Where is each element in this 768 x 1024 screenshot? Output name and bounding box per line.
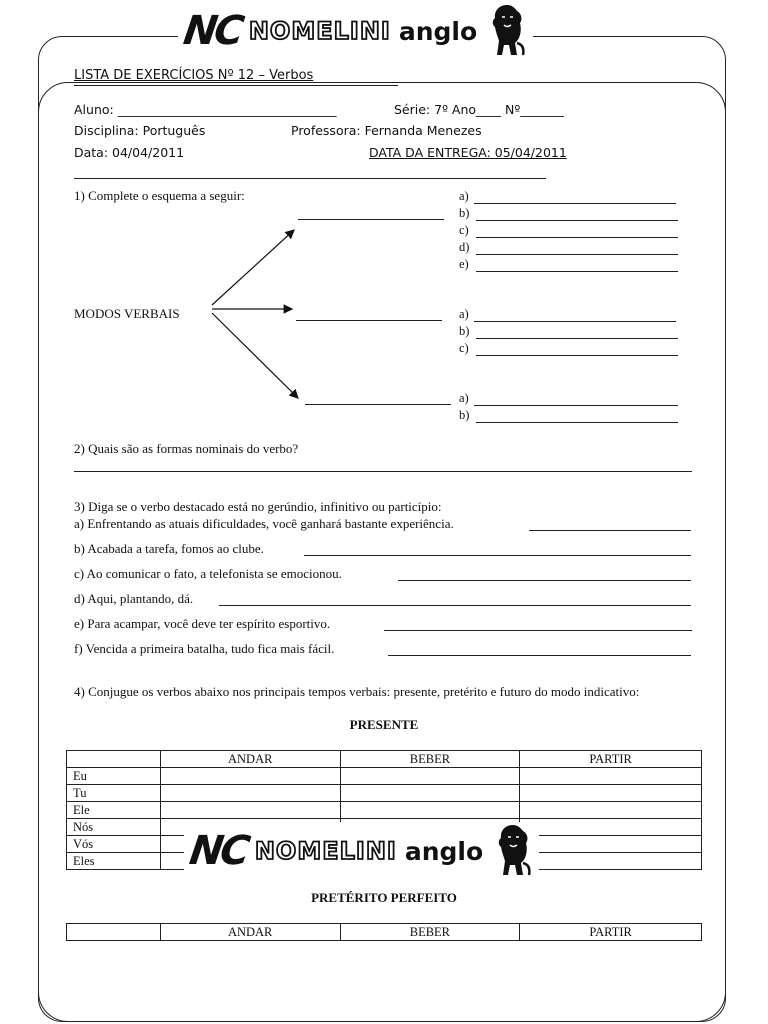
col-partir: PARTIR [520,751,702,768]
q1-g1-c-line [476,237,678,238]
q1-g2-b: b) [459,324,470,338]
q3-c-line [398,580,691,581]
table-cell[interactable] [520,836,702,853]
q3-prompt: 3) Diga se o verbo destacado está no gerúndio, infinitivo ou particípio: [74,499,442,514]
col-beber: BEBER [340,751,520,768]
pronoun-tu: Tu [67,785,161,802]
table-cell-empty [67,751,161,768]
q1-g3-b-line [476,422,678,423]
q1-g1-d: d) [459,240,470,254]
pronoun-eu: Eu [67,768,161,785]
table-cell[interactable] [160,768,340,785]
q3-item-d: d) Aqui, plantando, dá. [74,591,194,606]
q1-g2-a: a) [459,307,469,321]
q1-g1-c: c) [459,223,469,237]
table-cell[interactable] [520,785,702,802]
table-header-row [67,924,702,941]
table-cell[interactable] [340,768,520,785]
q1-g2-c-line [476,355,678,356]
table-cell-empty [67,924,161,941]
pronoun-ele: Ele [67,802,161,819]
q1-g3-a-line [474,405,678,406]
q1-g2-c: c) [459,341,469,355]
pronoun-vos: Vós [67,836,161,853]
q1-arrows [0,0,768,420]
logo-nc: NC [186,828,251,874]
col-partir: PARTIR [520,924,702,941]
pronoun-eles: Eles [67,853,161,870]
q1-g2-b-line [476,338,678,339]
table-cell[interactable] [160,802,340,819]
table-cell[interactable] [340,785,520,802]
q2-answer-line [74,471,692,472]
logo-anglo: anglo [404,836,484,866]
q3-item-a: a) Enfrentando as atuais dificuldades, você ganhará bastante experiência. [74,516,454,531]
q3-e-line [384,630,692,631]
table-row [67,802,702,819]
q1-g1-a: a) [459,189,469,203]
preterito-table [66,923,702,941]
q1-blank-3 [305,404,451,405]
q1-g1-e-line [476,271,678,272]
table-cell[interactable] [520,853,702,870]
logo-nomelini: NOMELINI [248,17,391,45]
q3-item-f: f) Vencida a primeira batalha, tudo fica mais fácil. [74,641,335,656]
table-cell[interactable] [520,802,702,819]
q1-g3-b: b) [459,408,470,422]
logo-nc: NC [180,8,245,54]
q3-f-line [388,655,691,656]
q1-g1-b-line [476,220,678,221]
q3-item-b: b) Acabada a tarefa, fomos ao clube. [74,541,264,556]
q3-d-line [219,605,691,606]
table-cell[interactable] [520,768,702,785]
q3-item-c: c) Ao comunicar o fato, a telefonista se emocionou. [74,566,342,581]
presente-heading: PRESENTE [349,717,419,732]
disciplina-field: Disciplina: Português [74,123,206,138]
q1-g1-b: b) [459,206,470,220]
table-row [67,785,702,802]
table-cell[interactable] [340,802,520,819]
q1-g1-d-line [476,254,678,255]
q3-b-line [304,555,691,556]
q1-g1-a-line [474,203,676,204]
q1-blank-2 [296,320,442,321]
lion-logo-icon [493,823,533,879]
logo-anglo: anglo [398,16,478,46]
q1-g2-a-line [474,321,676,322]
pronoun-nos: Nós [67,819,161,836]
table-header-row [67,751,702,768]
brand-logo-watermark [184,822,539,880]
q3-item-e: e) Para acampar, você deve ter espírito esportivo. [74,616,331,631]
preterito-heading: PRETÉRITO PERFEITO [311,890,457,905]
q1-prompt: 1) Complete o esquema a seguir: [74,188,245,203]
modos-verbais-label: MODOS VERBAIS [74,306,180,321]
page-title: LISTA DE EXERCÍCIOS Nº 12 – Verbos [74,68,314,83]
table-cell[interactable] [160,785,340,802]
col-beber: BEBER [340,924,520,941]
serie-field: Série: 7º Ano____ Nº_______ [394,102,565,117]
col-andar: ANDAR [160,924,340,941]
q3-a-line [529,530,691,531]
aluno-field: Aluno: ___________________________________ [74,102,337,117]
professora-field: Professora: Fernanda Menezes [291,123,482,138]
table-row [67,768,702,785]
q1-g1-e: e) [459,257,469,271]
q1-blank-1 [298,219,444,220]
data-field: Data: 04/04/2011 [74,145,185,160]
table-cell[interactable] [520,819,702,836]
q1-g3-a: a) [459,391,469,405]
q4-prompt: 4) Conjugue os verbos abaixo nos principais tempos verbais: presente, pretérito e futuro do modo indicativo: [74,684,640,699]
col-andar: ANDAR [160,751,340,768]
logo-nomelini: NOMELINI [254,837,397,865]
entrega-field: DATA DA ENTREGA: 05/04/2011 [369,145,567,160]
q2-prompt: 2) Quais são as formas nominais do verbo? [74,441,299,456]
